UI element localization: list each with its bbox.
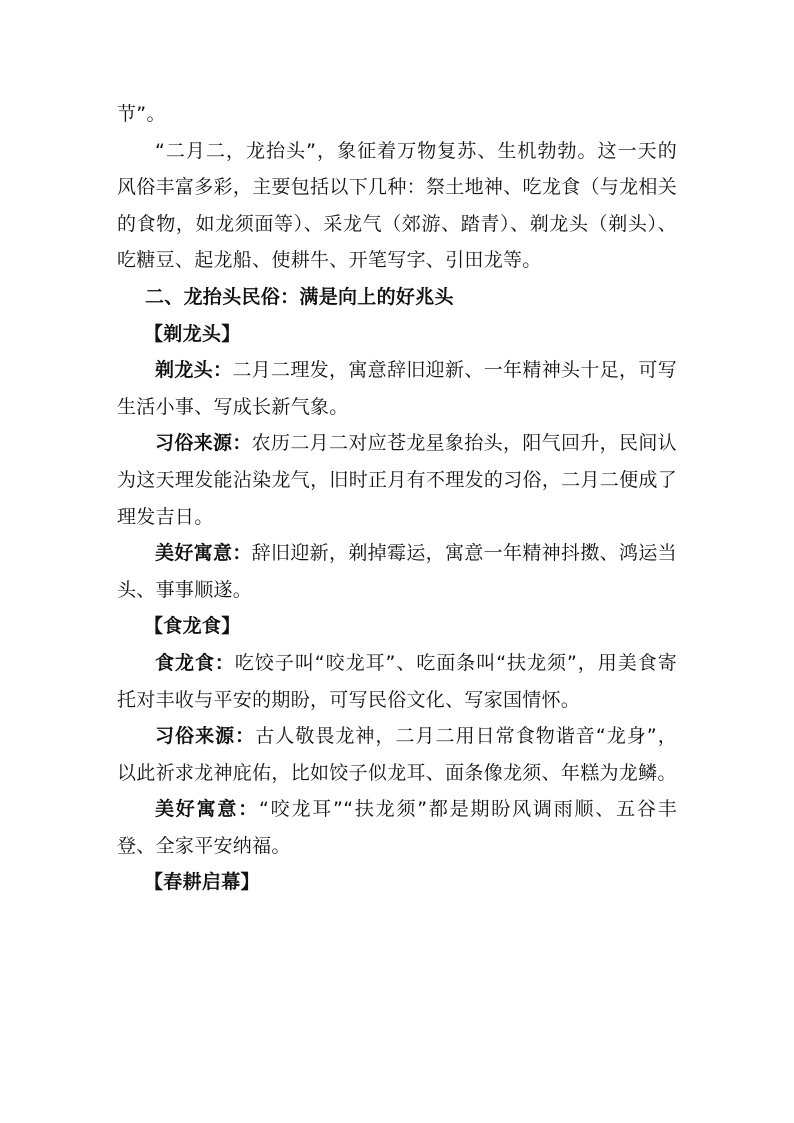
term-text: 农历二月二对应苍龙星象抬头，阳气回升，民间认为这天理发能沾染龙气，旧时正月有不理发的习俗，二月二便成了理发吉日。 xyxy=(117,432,677,528)
document-body xyxy=(117,96,677,901)
term-text: “咬龙耳”“扶龙须”都是期盼风调雨顺、五谷丰登、全家平安纳福。 xyxy=(117,798,677,857)
term-label: 美好寓意： xyxy=(155,542,252,565)
term-text: 辞旧迎新，剃掉霉运，寓意一年精神抖擞、鸿运当头、事事顺遂。 xyxy=(117,542,677,601)
term-label: 食龙食： xyxy=(155,651,235,674)
section-heading: 二、龙抬头民俗：满是向上的好兆头 xyxy=(145,285,454,308)
paragraph-continued: 节”。 xyxy=(117,103,166,125)
term-label: 习俗来源： xyxy=(155,725,256,748)
paragraph-tilongtou-meaning xyxy=(117,352,677,425)
subsection-title-chungeng: 【春耕启幕】 xyxy=(144,871,260,894)
intro-paragraph: “二月二，龙抬头”，象征着万物复苏、生机勃勃。这一天的风俗丰富多彩，主要包括以下几种：祭土地神、吃龙食（与龙相关的食物，如龙须面等）、采龙气（郊游、踏青）、剃龙头（剃头）、吃糖豆、起龙船、使耕牛、开笔写字、引田龙等。 xyxy=(117,139,677,272)
term-text: 古人敬畏龙神，二月二用日常食物谐音“龙身”，以此祈求龙神庇佑，比如饺子似龙耳、面条像龙须、年糕为龙鳞。 xyxy=(117,725,677,784)
paragraph-shilongshi-meaning xyxy=(117,645,677,718)
paragraph-shilongshi-origin xyxy=(117,718,677,791)
term-label: 美好寓意： xyxy=(155,798,260,821)
term-label: 剃龙头： xyxy=(155,359,233,382)
paragraph-tilongtou-origin xyxy=(117,425,677,535)
paragraph-shilongshi-blessing xyxy=(117,791,677,864)
term-text: 二月二理发，寓意辞旧迎新、一年精神头十足，可写生活小事、写成长新气象。 xyxy=(117,359,677,418)
subsection-title-shilongshi: 【食龙食】 xyxy=(144,615,241,638)
term-text: 吃饺子叫“咬龙耳”、吃面条叫“扶龙须”，用美食寄托对丰收与平安的期盼，可写民俗文化、写家国情怀。 xyxy=(117,651,677,711)
subsection-title-tilongtou: 【剃龙头】 xyxy=(144,322,241,345)
paragraph-tilongtou-blessing xyxy=(117,535,677,608)
term-label: 习俗来源： xyxy=(155,432,252,455)
